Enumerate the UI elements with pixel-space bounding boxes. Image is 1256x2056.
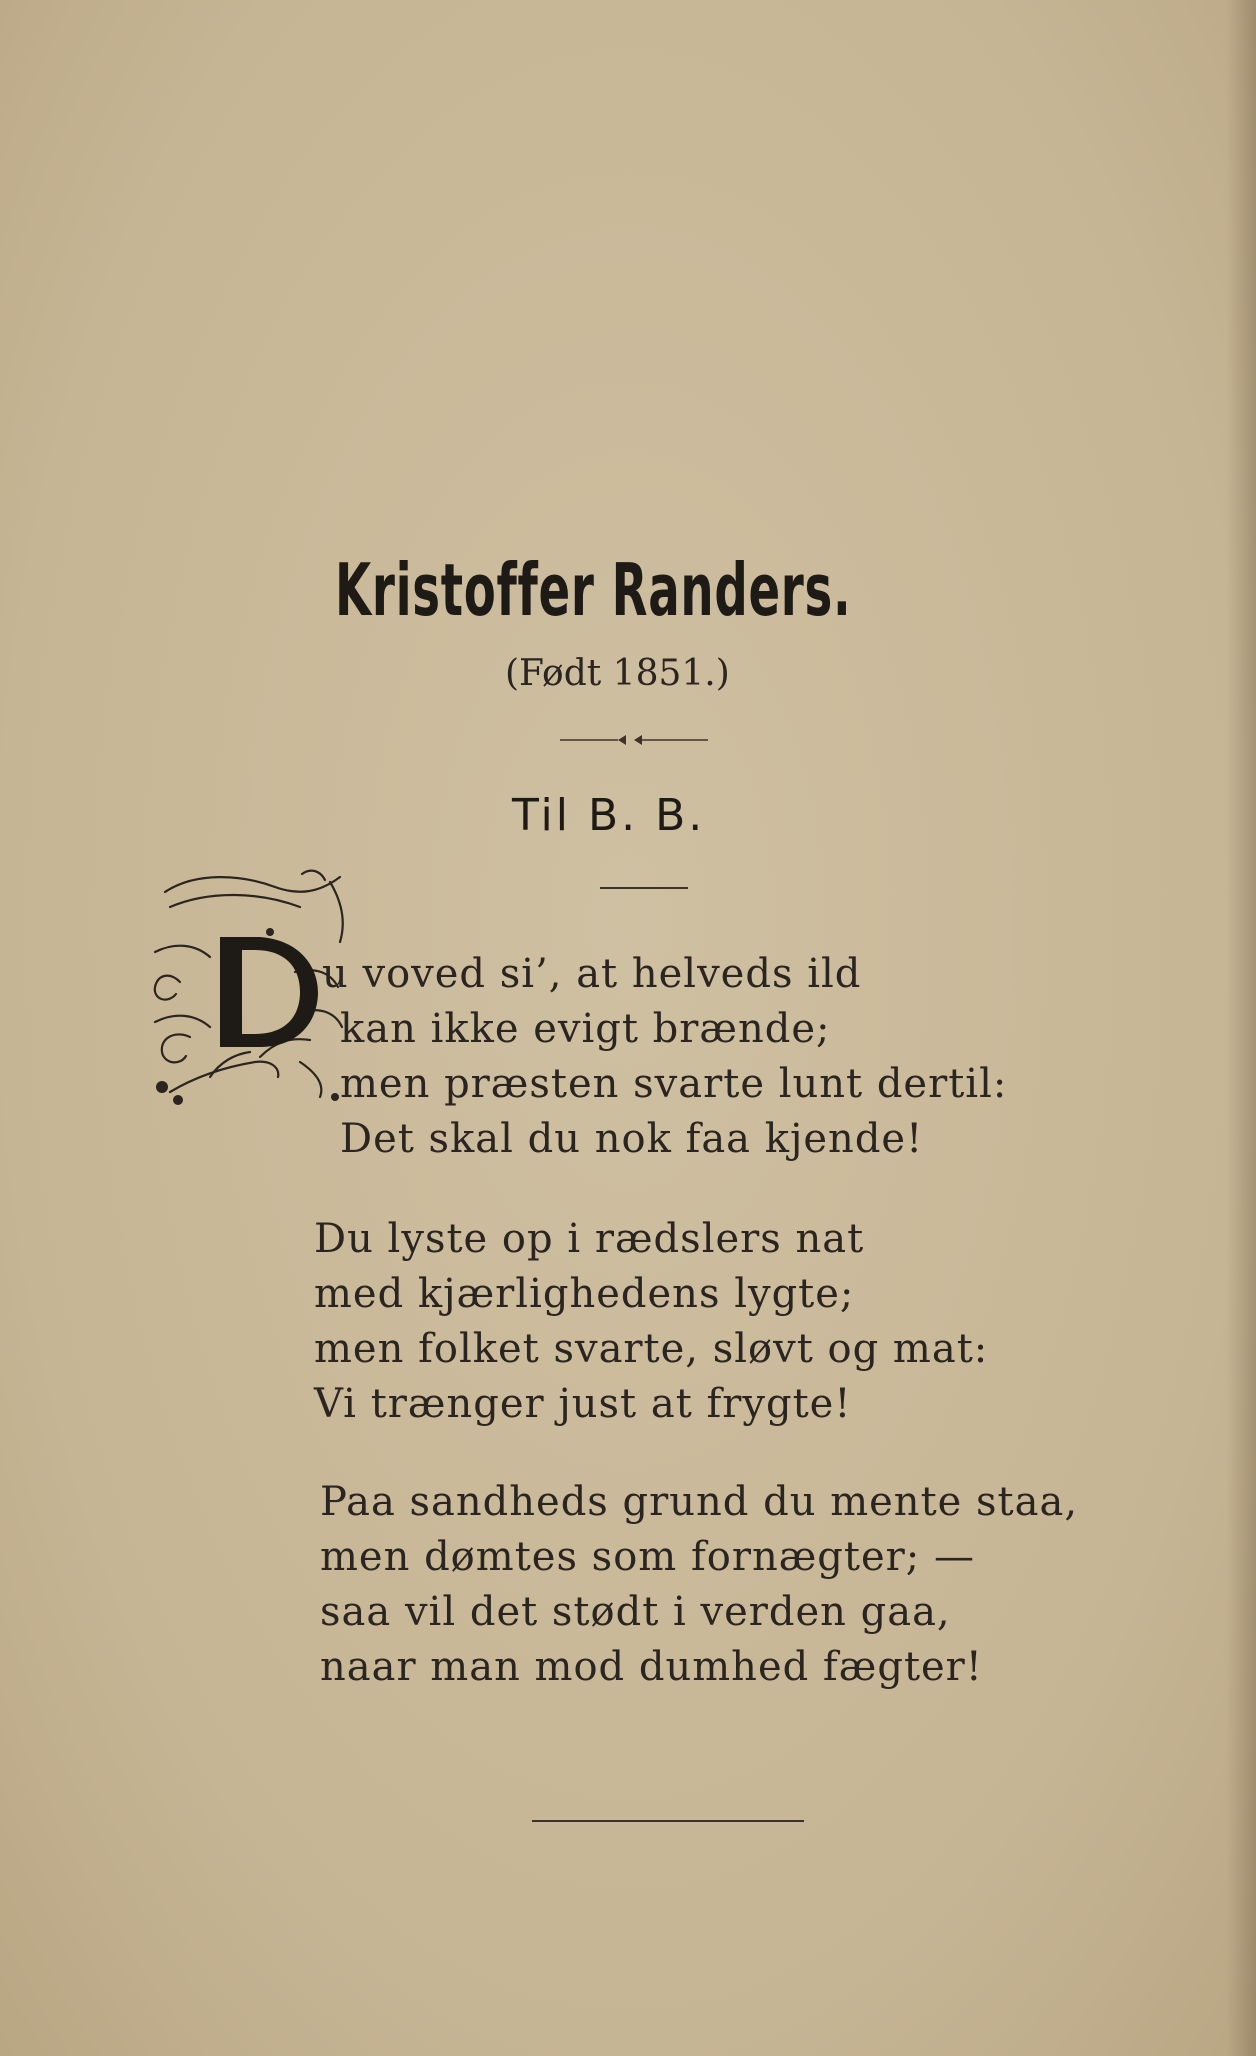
verse-line: naar man mod dumhed fægter! (320, 1644, 983, 1690)
dedication: Til B. B. (512, 790, 706, 841)
stanza-1 (300, 947, 1200, 1167)
verse-line: kan ikke evigt brænde; (340, 1006, 831, 1052)
verse-line: Du lyste op i rædslers nat (314, 1216, 865, 1262)
author-birth-year: (Født 1851.) (505, 653, 730, 694)
verse-line: saa vil det stødt i verden gaa, (320, 1589, 951, 1635)
verse-line: men folket svarte, sløvt og mat: (314, 1326, 989, 1372)
poem-author-title: Kristoffer Randers. (335, 548, 852, 632)
stanza-3 (320, 1475, 1220, 1695)
verse-line: Det skal du nok faa kjende! (340, 1116, 924, 1162)
dedication-rule (600, 887, 688, 889)
verse-line: Vi trænger just at frygte! (314, 1381, 852, 1427)
verse-line: men dømtes som fornægter; — (320, 1534, 975, 1580)
ornament-divider (560, 733, 708, 747)
end-rule (532, 1820, 804, 1822)
stanza-2 (314, 1212, 1214, 1432)
page-edge-shadow (1226, 0, 1256, 2056)
verse-line: med kjærlighedens lygte; (314, 1271, 855, 1317)
verse-line: men præsten svarte lunt dertil: (340, 1061, 1008, 1107)
verse-line: u voved si’, at helveds ild (322, 951, 862, 997)
verse-line: Paa sandheds grund du mente staa, (320, 1479, 1079, 1525)
